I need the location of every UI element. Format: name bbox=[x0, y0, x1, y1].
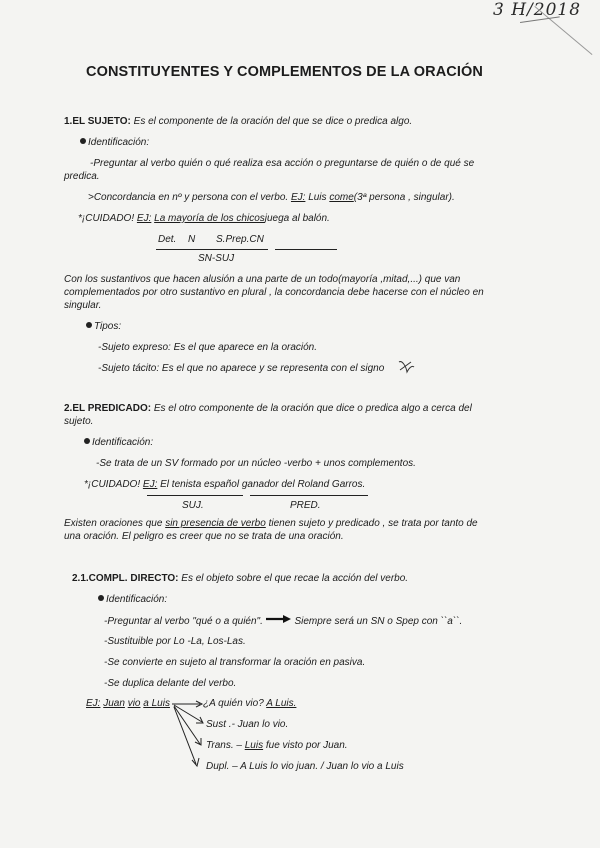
tipo-expreso: -Sujeto expreso: Es el que aparece en la oración. bbox=[98, 342, 318, 353]
cd-definition: Es el objeto sobre el que recae la acción del verbo. bbox=[181, 573, 409, 584]
bullet-icon bbox=[80, 138, 86, 144]
concordancia-text: >Concordancia en nº y persona con el verbo. bbox=[88, 192, 289, 203]
sujeto-heading: 1.EL SUJETO: bbox=[64, 116, 131, 127]
trans-post: fue visto por Juan. bbox=[265, 740, 348, 751]
predicado-ident-line: -Se trata de un SV formado por un núcleo -verbo + unos complementos. bbox=[96, 458, 416, 469]
tipos-text: Tipos: bbox=[94, 321, 122, 332]
cd-trans bbox=[206, 740, 348, 751]
cuidado-label: *¡CUIDADO! bbox=[84, 479, 141, 490]
predicado-note-line1 bbox=[64, 518, 478, 529]
note-post: tienen sujeto y predicado , se trata por tanto de bbox=[268, 518, 478, 529]
cd-identificacion bbox=[98, 594, 167, 605]
cuidado-sentence: El tenista español ganador del Roland Garros. bbox=[160, 479, 366, 490]
bullet-icon bbox=[84, 438, 90, 444]
concordancia-ej: EJ: bbox=[290, 192, 306, 203]
suj-label: SUJ. bbox=[182, 500, 204, 511]
cd-line2: -Sustituible por Lo -La, Los-Las. bbox=[104, 636, 246, 647]
sujeto-ident-line1: -Preguntar al verbo quién o qué realiza esa acción o preguntarse de quién o de qué se bbox=[90, 158, 475, 169]
analysis-n: N bbox=[188, 234, 196, 245]
q-answer: A Luis. bbox=[266, 698, 297, 709]
empty-set-icon bbox=[396, 358, 416, 376]
cd-example bbox=[86, 698, 170, 709]
analysis-underline-right bbox=[275, 249, 337, 250]
identificacion-label: Identificación: bbox=[92, 437, 154, 448]
predicado-note-line2: una oración. El peligro es creer que no se trata de una oración. bbox=[64, 531, 344, 542]
pred-underline bbox=[250, 495, 368, 496]
tipo-tacito: -Sujeto tácito: Es el que no aparece y se representa con el signo bbox=[98, 363, 385, 374]
q-pre: ¿A quién vio? bbox=[203, 698, 264, 709]
cd-line1-pre: -Preguntar al verbo "qué o a quién". bbox=[104, 616, 263, 627]
identificacion-label: Identificación: bbox=[106, 594, 168, 605]
cuidado-ej: EJ: bbox=[136, 213, 152, 224]
trans-luis: Luis bbox=[244, 740, 264, 751]
collective-line2: complementados por otro sustantivo en plural , la concordancia debe hacerse con el núcleo en bbox=[64, 287, 484, 298]
cuidado-phrase: La mayoría de los chicos bbox=[154, 213, 265, 224]
bullet-icon bbox=[98, 595, 104, 601]
sujeto-section bbox=[64, 116, 412, 127]
cuidado-label: *¡CUIDADO! bbox=[78, 213, 135, 224]
handwritten-date: 3 H/2018 bbox=[493, 0, 582, 20]
page-title: CONSTITUYENTES Y COMPLEMENTOS DE LA ORACIÓN bbox=[86, 64, 483, 80]
cd-line1-post: Siempre será un SN o Spep con ``a``. bbox=[294, 616, 463, 627]
cuidado-ej: EJ: bbox=[142, 479, 158, 490]
cd-heading: 2.1.COMPL. DIRECTO: bbox=[72, 573, 179, 584]
cd-question bbox=[203, 698, 296, 709]
analysis-underline-left bbox=[156, 249, 268, 250]
bullet-icon bbox=[86, 322, 92, 328]
cuidado-rest: juega al balón. bbox=[264, 213, 330, 224]
concordancia-line bbox=[88, 192, 455, 203]
sujeto-identificacion bbox=[80, 137, 149, 148]
trans-pre: Trans. – bbox=[206, 740, 242, 751]
predicado-definition-2: sujeto. bbox=[64, 416, 94, 427]
cd-line3: -Se convierte en sujeto al transformar la oración en pasiva. bbox=[104, 657, 366, 668]
concordancia-come: come bbox=[329, 192, 354, 203]
tipos-label bbox=[86, 321, 121, 332]
arrow-right-icon bbox=[266, 615, 292, 623]
predicado-cuidado-line bbox=[84, 479, 365, 490]
identificacion-label: Identificación: bbox=[88, 137, 150, 148]
ej-a-luis: a Luis bbox=[143, 698, 170, 709]
concordancia-luis: Luis bbox=[308, 192, 327, 203]
analysis-snsuj: SN-SUJ bbox=[198, 253, 235, 264]
predicado-definition-1: Es el otro componente de la oración que dice o predica algo a cerca del bbox=[153, 403, 472, 414]
collective-line3: singular. bbox=[64, 300, 102, 311]
collective-line1: Con los sustantivos que hacen alusión a una parte de un todo(mayoría ,mitad,...) que van bbox=[64, 274, 461, 285]
predicado-identificacion bbox=[84, 437, 153, 448]
concordancia-post: (3ª persona , singular). bbox=[353, 192, 455, 203]
predicado-heading: 2.EL PREDICADO: bbox=[64, 403, 152, 414]
note-pre: Existen oraciones que bbox=[64, 518, 163, 529]
note-underlined: sin presencia de verbo bbox=[165, 518, 266, 529]
cd-sust: Sust .- Juan lo vio. bbox=[206, 719, 289, 730]
cd-line1 bbox=[104, 615, 462, 627]
pred-label: PRED. bbox=[290, 500, 321, 511]
sujeto-ident-line2: predica. bbox=[64, 171, 100, 182]
sujeto-definition: Es el componente de la oración del que se dice o predica algo. bbox=[133, 116, 413, 127]
cd-section bbox=[72, 573, 408, 584]
ej-label: EJ: bbox=[86, 698, 101, 709]
ej-vio: vio bbox=[127, 698, 141, 709]
sujeto-cuidado-line bbox=[78, 213, 330, 224]
suj-underline bbox=[147, 495, 243, 496]
cd-dupl: Dupl. – A Luis lo vio juan. / Juan lo vio a Luis bbox=[206, 761, 404, 772]
predicado-section bbox=[64, 403, 472, 414]
analysis-sprep: S.Prep.CN bbox=[216, 234, 264, 245]
ej-juan: Juan bbox=[103, 698, 125, 709]
analysis-det: Det. bbox=[158, 234, 177, 245]
cd-line4: -Se duplica delante del verbo. bbox=[104, 678, 237, 689]
